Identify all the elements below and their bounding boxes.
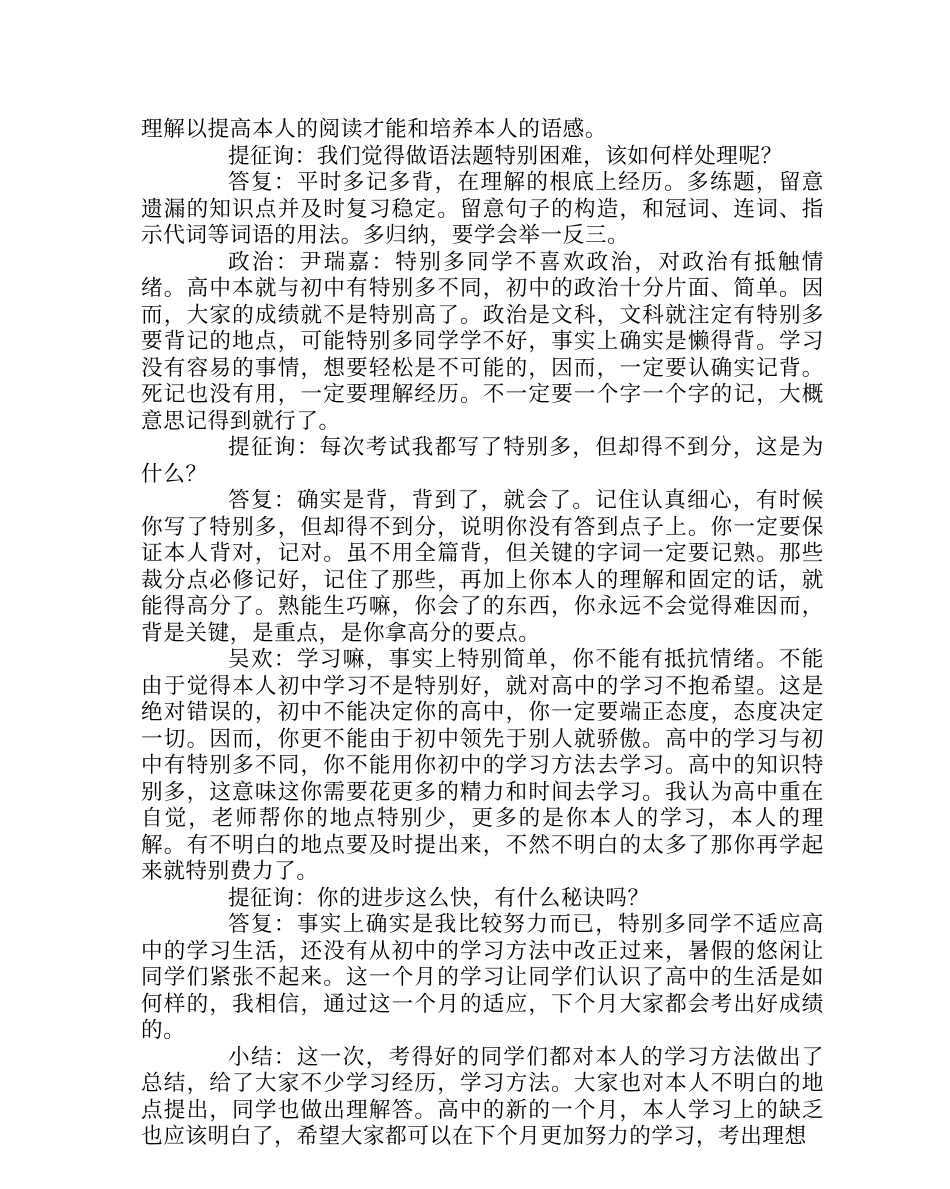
document-body — [141, 117, 824, 1151]
paragraph-6: 答复：确实是背，背到了，就会了。记住认真细心，有时候你写了特别多，但却得不到分，说明你没有答到点子上。你一定要保证本人背对，记对。虽不用全篇背，但关键的字词一定要记熟。那些裁分点必修记好，记住了那些，再加上你本人的理解和固定的话，就能得高分了。熟能生巧嘛，你会了的东西，你永远不会觉得难因而，背是关键，是重点，是你拿高分的要点。 — [141, 488, 824, 646]
paragraph-5: 提征询：每次考试我都写了特别多，但却得不到分，这是为什么？ — [141, 435, 824, 487]
paragraph-4: 政治：尹瑞嘉：特别多同学不喜欢政治，对政治有抵触情绪。高中本就与初中有特别多不同，初中的政治十分片面、简单。因而，大家的成绩就不是特别高了。政治是文科，文科就注定有特别多要背记的地点，可能特别多同学学不好，事实上确实是懒得背。学习没有容易的事情，想要轻松是不可能的，因而，一定要认确实记背。死记也没有用，一定要理解经历。不一定要一个字一个字的记，大概意思记得到就行了。 — [141, 249, 824, 434]
paragraph-8: 提征询：你的进步这么快，有什么秘诀吗？ — [228, 885, 650, 911]
paragraph-1: 理解以提高本人的阅读才能和培养本人的语感。 — [141, 117, 608, 142]
paragraph-3: 答复：平时多记多背，在理解的根底上经历。多练题，留意遗漏的知识点并及时复习稳定。留意句子的构造，和冠词、连词、指示代词等词语的用法。多归纳，要学会举一反三。 — [141, 170, 824, 248]
paragraph-7: 吴欢：学习嘛，事实上特别简单，你不能有抵抗情绪。不能由于觉得本人初中学习不是特别好，就对高中的学习不抱希望。这是绝对错误的，初中不能决定你的高中，你一定要端正态度，态度决定一切。因而，你更不能由于初中领先于别人就骄傲。高中的学习与初中有特别多不同，你不能用你初中的学习方法去学习。高中的知识特别多，这意味这你需要花更多的精力和时间去学习。我认为高中重在自觉，老师帮你的地点特别少，更多的是你本人的学习，本人的理解。有不明白的地点要及时提出来，不然不明白的太多了那你再学起来就特别费力了。 — [141, 647, 824, 884]
paragraph-2: 提征询：我们觉得做语法题特别困难，该如何样处理呢？ — [228, 143, 783, 169]
paragraph-10: 小结：这一次，考得好的同学们都对本人的学习方法做出了总结，给了大家不少学习经历，学习方法。大家也对本人不明白的地点提出，同学也做出理解答。高中的新的一个月，本人学习上的缺乏也应该明白了，希望大家都可以在下个月更加努力的学习，考出理想 — [141, 1044, 824, 1149]
paragraph-9: 答复：事实上确实是我比较努力而已，特别多同学不适应高中的学习生活，还没有从初中的学习方法中改正过来，暑假的悠闲让同学们紧张不起来。这一个月的学习让同学们认识了高中的生活是如何样的，我相信，通过这一个月的适应，下个月大家都会考出好成绩的。 — [141, 912, 824, 1043]
